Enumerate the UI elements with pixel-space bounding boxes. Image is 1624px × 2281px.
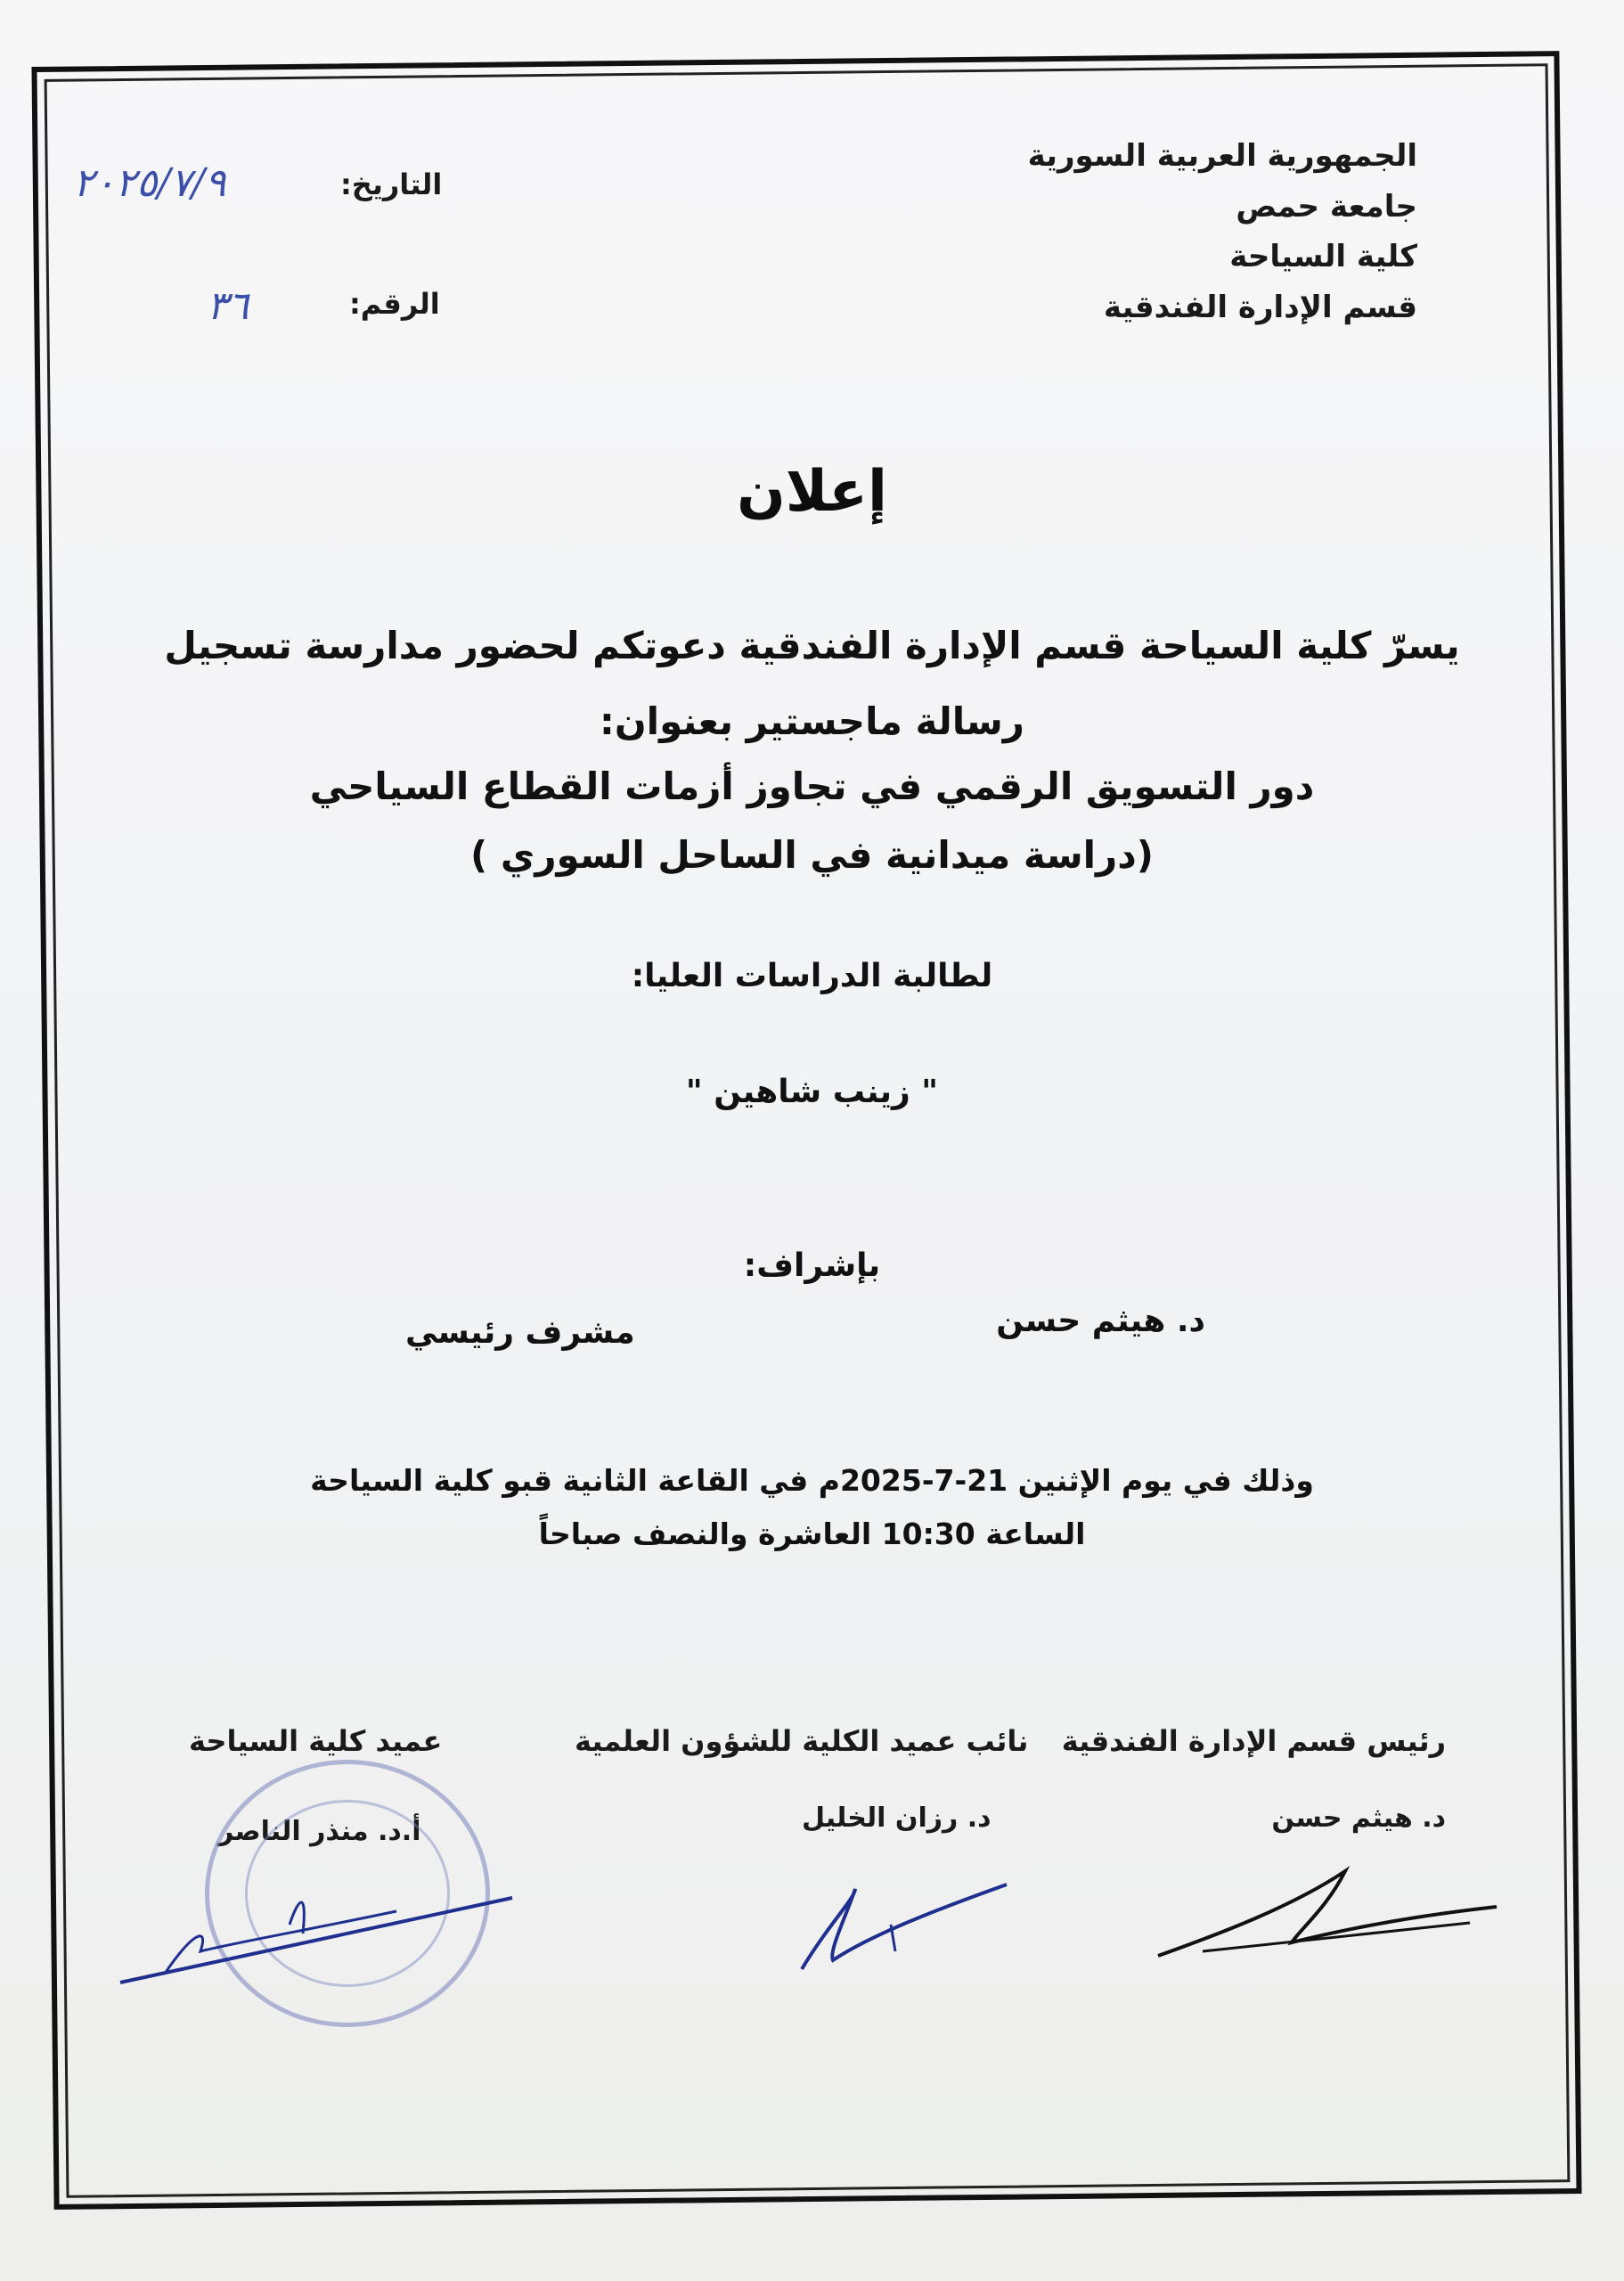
handwritten-signature [111, 1871, 521, 1996]
handwritten-signature [793, 1871, 1016, 1978]
thesis-intro: رسالة ماجستير بعنوان: [600, 699, 1024, 743]
header-line-faculty: كلية السياحة [1229, 239, 1417, 274]
signature-title: عميد كلية السياحة [189, 1724, 443, 1758]
signature-title: نائب عميد الكلية للشؤون العلمية [575, 1724, 1029, 1758]
schedule-line-time: الساعة 10:30 العاشرة والنصف صباحاً [538, 1517, 1086, 1551]
thesis-title: دور التسويق الرقمي في تجاوز أزمات القطاع السياحي [309, 764, 1315, 808]
signature-title: رئيس قسم الإدارة الفندقية [1061, 1724, 1446, 1758]
header-line-republic: الجمهورية العربية السورية [1027, 138, 1417, 174]
date-label: التاريخ: [340, 168, 443, 201]
invitation-line: يسرّ كلية السياحة قسم الإدارة الفندقية دعوتكم لحضور مدارسة تسجيل [164, 624, 1460, 667]
page-title: إعلان [737, 459, 887, 525]
signature-name: أ.د. منذر الناصر [218, 1816, 421, 1847]
thesis-subtitle: (دراسة ميدانية في الساحل السوري ) [470, 833, 1154, 877]
header-line-department: قسم الإدارة الفندقية [1103, 290, 1417, 325]
signature-name: د. هيثم حسن [1271, 1803, 1446, 1834]
student-name: " زينب شاهين " [685, 1074, 939, 1110]
handwritten-signature [1149, 1853, 1506, 1969]
student-label: لطالبة الدراسات العليا: [631, 958, 993, 994]
header-line-university: جامعة حمص [1236, 189, 1417, 225]
supervision-label: بإشراف: [743, 1247, 881, 1284]
number-label: الرقم: [349, 287, 440, 321]
supervisor-role: مشرف رئيسي [405, 1314, 635, 1351]
number-value: ٣٦ [207, 283, 249, 329]
date-value: ٢٠٢٥/٧/٩ [73, 160, 226, 206]
supervisor-name: د. هيثم حسن [996, 1303, 1205, 1339]
signature-name: د. رزان الخليل [802, 1803, 992, 1834]
schedule-line-date: وذلك في يوم الإثنين 21-7-2025م في القاعة الثانية قبو كلية السياحة [310, 1463, 1314, 1498]
